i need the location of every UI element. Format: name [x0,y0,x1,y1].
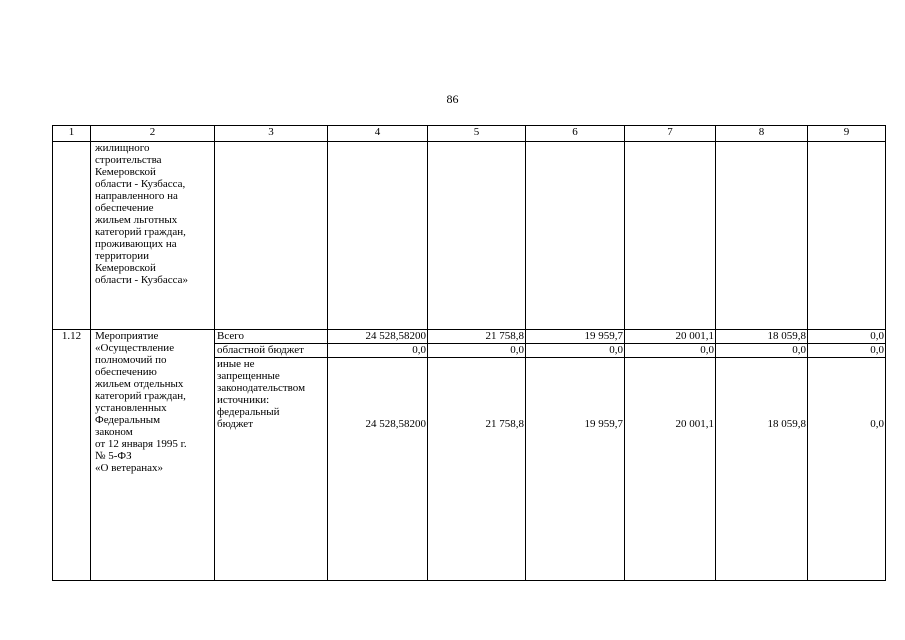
header-cell-8: 8 [716,126,808,142]
value-cell: 0,0 [808,344,886,358]
value-cell: 0,0 [625,344,716,358]
source-label: иные не запрещенные законодательством источники: федеральный бюджет [215,358,328,581]
value-cell: 19 959,7 [526,330,625,344]
value-cell: 0,0 [526,344,625,358]
continued-empty-cell [625,142,716,330]
value-cell: 24 528,58200 [328,358,428,581]
header-cell-3: 3 [215,126,328,142]
value-cell: 0,0 [808,358,886,581]
value-cell: 0,0 [716,344,808,358]
header-cell-7: 7 [625,126,716,142]
header-cell-6: 6 [526,126,625,142]
continued-empty-cell [215,142,328,330]
measure-number: 1.12 [53,330,91,581]
page-number: 86 [446,92,459,106]
continued-empty-cell [716,142,808,330]
value-cell: 20 001,1 [625,358,716,581]
continued-row [53,142,886,330]
value-cell: 0,0 [808,330,886,344]
header-cell-9: 9 [808,126,886,142]
continued-empty-cell [526,142,625,330]
measure-row-total [53,330,886,344]
continued-empty-cell [328,142,428,330]
header-cell-2: 2 [91,126,215,142]
value-cell: 18 059,8 [716,330,808,344]
value-cell: 21 758,8 [428,330,526,344]
value-cell: 21 758,8 [428,358,526,581]
value-cell: 20 001,1 [625,330,716,344]
header-cell-5: 5 [428,126,526,142]
header-cell-4: 4 [328,126,428,142]
value-cell: 0,0 [328,344,428,358]
budget-table [52,125,886,581]
header-cell-1: 1 [53,126,91,142]
continued-number-cell [53,142,91,330]
value-cell: 19 959,7 [526,358,625,581]
source-label: Всего [215,330,328,344]
value-cell: 24 528,58200 [328,330,428,344]
value-cell: 0,0 [428,344,526,358]
continued-empty-cell [808,142,886,330]
continued-empty-cell [428,142,526,330]
measure-description: Мероприятие «Осуществление полномочий по обеспечению жильем отдельных категорий граждан, установленных Федеральным законом от 12 января 1995 г. № 5-ФЗ «О ветеранах» [91,330,215,581]
continued-description: жилищного строительства Кемеровской области - Кузбасса, направленного на обеспечение жильем льготных категорий граждан, проживающих на территории Кемеровской области - Кузбасса» [91,142,215,330]
source-label: областной бюджет [215,344,328,358]
header-row [53,126,886,142]
value-cell: 18 059,8 [716,358,808,581]
